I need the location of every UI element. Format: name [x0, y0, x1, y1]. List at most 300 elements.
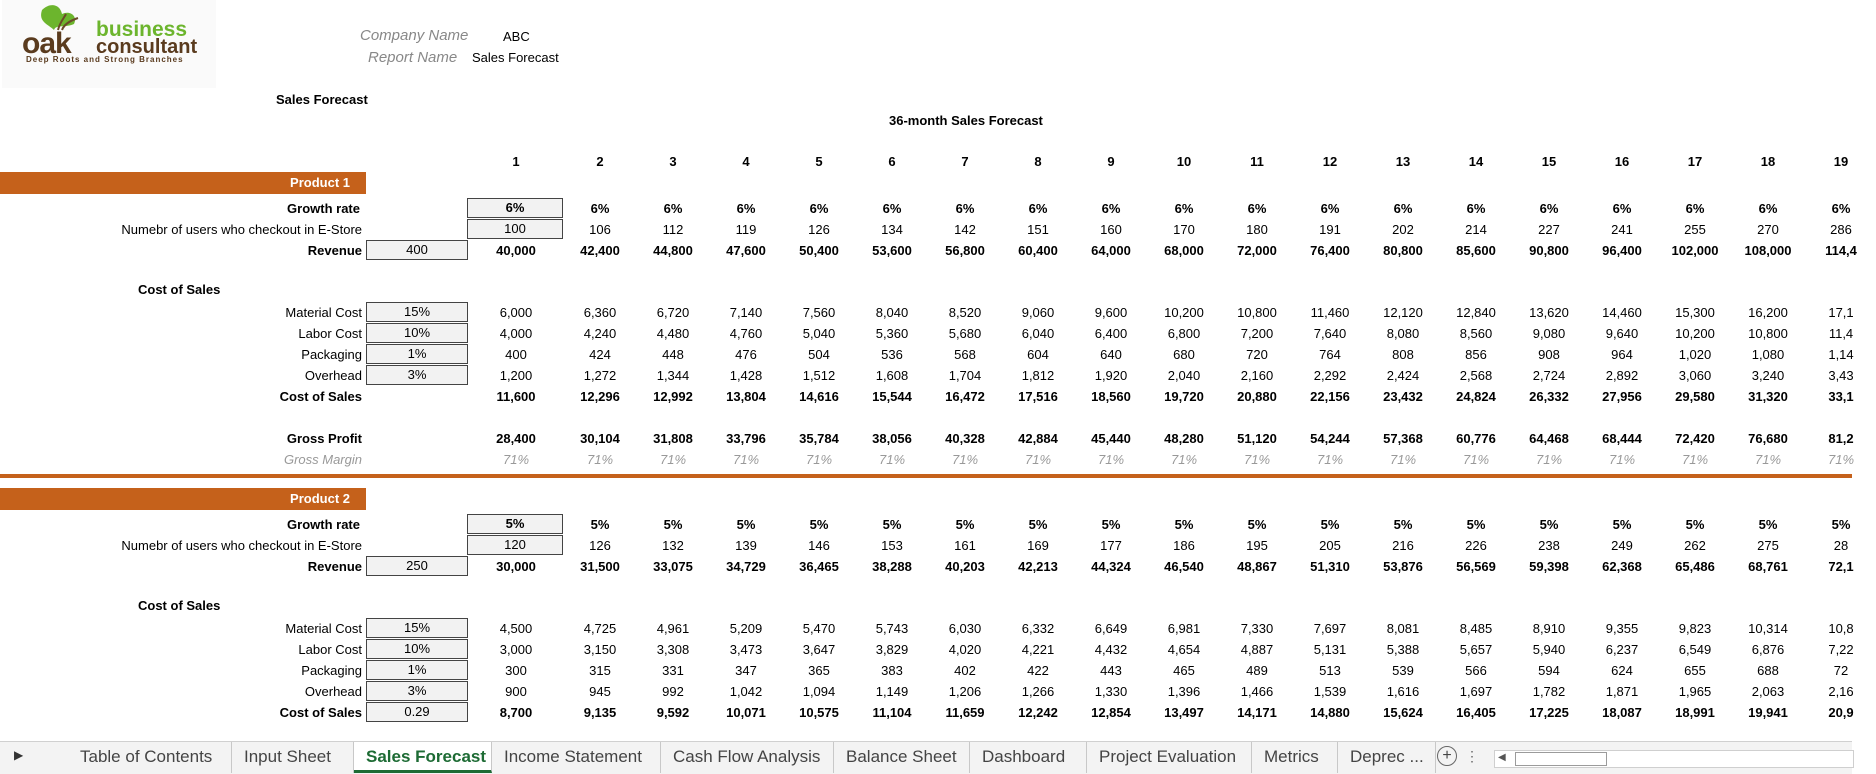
gross-margin-cell[interactable]: 71% [1097, 452, 1125, 467]
growth-rate-cell[interactable]: 5% [1393, 517, 1413, 532]
labor-cost-cell[interactable]: 7,200 [1240, 326, 1274, 341]
overhead-cell[interactable]: 2,16 [1828, 684, 1854, 699]
packaging-cell[interactable]: 402 [954, 663, 976, 678]
gross-margin-cell[interactable]: 71% [1316, 452, 1344, 467]
report-name-value[interactable]: Sales Forecast [472, 50, 559, 65]
overhead-cell[interactable]: 945 [589, 684, 611, 699]
gross-profit-cell[interactable]: 48,280 [1164, 431, 1204, 446]
overhead-cell[interactable]: 2,568 [1459, 368, 1493, 383]
packaging-cell[interactable]: 72 [1833, 663, 1849, 678]
users-cell[interactable]: 205 [1319, 538, 1341, 553]
labor-cost-cell[interactable]: 3,829 [875, 642, 909, 657]
revenue-cell[interactable]: 36,465 [799, 559, 839, 574]
gross-profit-cell[interactable]: 76,680 [1748, 431, 1788, 446]
material-cost-cell[interactable]: 16,200 [1748, 305, 1788, 320]
users-cell[interactable]: 286 [1830, 222, 1852, 237]
material-cost-cell[interactable]: 7,330 [1240, 621, 1274, 636]
users-cell[interactable]: 241 [1611, 222, 1633, 237]
growth-rate-cell[interactable]: 6% [1247, 201, 1267, 216]
cost-of-sales-total-cell[interactable]: 29,580 [1675, 389, 1715, 404]
growth-rate-cell[interactable]: 5% [955, 517, 975, 532]
users-cell[interactable]: 112 [662, 222, 684, 237]
users-cell[interactable]: 227 [1538, 222, 1560, 237]
cost-of-sales-total-cell[interactable]: 12,854 [1091, 705, 1131, 720]
material-cost-cell[interactable]: 10,200 [1164, 305, 1204, 320]
packaging-cell[interactable]: 300 [505, 663, 527, 678]
overhead-input[interactable]: 3% [366, 681, 468, 701]
growth-rate-cell[interactable]: 5% [809, 517, 829, 532]
overhead-cell[interactable]: 1,697 [1459, 684, 1493, 699]
growth-rate-cell[interactable]: 5% [1028, 517, 1048, 532]
cost-of-sales-total-cell[interactable]: 15,544 [872, 389, 912, 404]
growth-rate-cell[interactable]: 5% [663, 517, 683, 532]
gross-margin-cell[interactable]: 71% [1535, 452, 1563, 467]
revenue-cell[interactable]: 53,876 [1383, 559, 1423, 574]
revenue-cell[interactable]: 65,486 [1675, 559, 1715, 574]
labor-cost-cell[interactable]: 5,360 [875, 326, 909, 341]
packaging-cell[interactable]: 568 [954, 347, 976, 362]
gross-profit-cell[interactable]: 81,2 [1828, 431, 1854, 446]
labor-cost-cell[interactable]: 3,473 [729, 642, 763, 657]
revenue-input[interactable]: 250 [366, 556, 468, 576]
gross-margin-cell[interactable]: 71% [1681, 452, 1709, 467]
cost-of-sales-total-cell[interactable]: 18,560 [1091, 389, 1131, 404]
gross-margin-cell[interactable]: 71% [1754, 452, 1782, 467]
packaging-cell[interactable]: 1,020 [1678, 347, 1712, 362]
material-cost-cell[interactable]: 10,314 [1748, 621, 1788, 636]
revenue-cell[interactable]: 40,000 [496, 243, 536, 258]
cost-of-sales-total-cell[interactable]: 15,624 [1383, 705, 1423, 720]
cost-of-sales-total-cell[interactable]: 9,135 [583, 705, 617, 720]
labor-cost-cell[interactable]: 4,887 [1240, 642, 1274, 657]
revenue-cell[interactable]: 72,000 [1237, 243, 1277, 258]
material-cost-cell[interactable]: 6,360 [583, 305, 617, 320]
cost-of-sales-total-cell[interactable]: 17,225 [1529, 705, 1569, 720]
overhead-cell[interactable]: 1,042 [729, 684, 763, 699]
material-cost-cell[interactable]: 14,460 [1602, 305, 1642, 320]
growth-rate-cell[interactable]: 6% [1320, 201, 1340, 216]
labor-cost-cell[interactable]: 6,400 [1094, 326, 1128, 341]
overhead-cell[interactable]: 1,344 [656, 368, 690, 383]
growth-rate-cell[interactable]: 6% [809, 201, 829, 216]
packaging-cell[interactable]: 624 [1611, 663, 1633, 678]
gross-profit-cell[interactable]: 54,244 [1310, 431, 1350, 446]
gross-margin-cell[interactable]: 71% [1827, 452, 1855, 467]
gross-margin-cell[interactable]: 71% [502, 452, 530, 467]
revenue-cell[interactable]: 34,729 [726, 559, 766, 574]
revenue-cell[interactable]: 80,800 [1383, 243, 1423, 258]
cost-of-sales-total-cell[interactable]: 11,104 [872, 705, 912, 720]
gross-margin-cell[interactable]: 71% [659, 452, 687, 467]
gross-profit-cell[interactable]: 57,368 [1383, 431, 1423, 446]
overhead-cell[interactable]: 1,608 [875, 368, 909, 383]
labor-cost-cell[interactable]: 4,221 [1021, 642, 1055, 657]
users-cell[interactable]: 226 [1465, 538, 1487, 553]
users-cell[interactable]: 132 [662, 538, 684, 553]
packaging-cell[interactable]: 476 [735, 347, 757, 362]
cost-of-sales-total-cell[interactable]: 31,320 [1748, 389, 1788, 404]
packaging-cell[interactable]: 908 [1538, 347, 1560, 362]
gross-margin-cell[interactable]: 71% [1170, 452, 1198, 467]
cost-of-sales-total-cell[interactable]: 12,992 [653, 389, 693, 404]
sheet-tab[interactable]: Table of Contents [68, 742, 232, 773]
cost-of-sales-total-cell[interactable]: 12,242 [1018, 705, 1058, 720]
users-cell[interactable]: 270 [1757, 222, 1779, 237]
labor-cost-cell[interactable]: 3,000 [499, 642, 533, 657]
users-cell[interactable]: 106 [589, 222, 611, 237]
labor-cost-cell[interactable]: 4,432 [1094, 642, 1128, 657]
overhead-input[interactable]: 3% [366, 365, 468, 385]
users-cell[interactable]: 275 [1757, 538, 1779, 553]
material-cost-cell[interactable]: 7,697 [1313, 621, 1347, 636]
users-cell[interactable]: 126 [589, 538, 611, 553]
labor-cost-cell[interactable]: 9,080 [1532, 326, 1566, 341]
packaging-cell[interactable]: 1,080 [1751, 347, 1785, 362]
users-cell[interactable]: 134 [881, 222, 903, 237]
overhead-cell[interactable]: 1,466 [1240, 684, 1274, 699]
gross-margin-cell[interactable]: 71% [586, 452, 614, 467]
material-cost-cell[interactable]: 8,040 [875, 305, 909, 320]
growth-rate-cell[interactable]: 6% [1612, 201, 1632, 216]
users-cell[interactable]: 202 [1392, 222, 1414, 237]
gross-profit-cell[interactable]: 33,796 [726, 431, 766, 446]
gross-profit-cell[interactable]: 72,420 [1675, 431, 1715, 446]
gross-profit-cell[interactable]: 45,440 [1091, 431, 1131, 446]
overhead-cell[interactable]: 1,149 [875, 684, 909, 699]
scroll-left-icon[interactable]: ◀ [1498, 752, 1506, 763]
labor-cost-input[interactable]: 10% [366, 323, 468, 343]
labor-cost-cell[interactable]: 4,000 [499, 326, 533, 341]
revenue-cell[interactable]: 30,000 [496, 559, 536, 574]
cost-of-sales-total-cell[interactable]: 14,880 [1310, 705, 1350, 720]
revenue-cell[interactable]: 53,600 [872, 243, 912, 258]
packaging-cell[interactable]: 536 [881, 347, 903, 362]
overhead-cell[interactable]: 992 [662, 684, 684, 699]
revenue-cell[interactable]: 46,540 [1164, 559, 1204, 574]
material-cost-cell[interactable]: 9,600 [1094, 305, 1128, 320]
growth-rate-cell[interactable]: 6% [1539, 201, 1559, 216]
users-cell[interactable]: 238 [1538, 538, 1560, 553]
material-cost-cell[interactable]: 15,300 [1675, 305, 1715, 320]
users-cell[interactable]: 249 [1611, 538, 1633, 553]
packaging-cell[interactable]: 856 [1465, 347, 1487, 362]
gross-margin-cell[interactable]: 71% [1389, 452, 1417, 467]
sheet-tab[interactable]: Income Statement [492, 742, 661, 773]
overhead-cell[interactable]: 2,724 [1532, 368, 1566, 383]
overhead-cell[interactable]: 900 [505, 684, 527, 699]
horizontal-scrollbar[interactable] [1494, 750, 1854, 768]
revenue-cell[interactable]: 96,400 [1602, 243, 1642, 258]
overhead-cell[interactable]: 3,43 [1828, 368, 1854, 383]
material-cost-cell[interactable]: 5,470 [802, 621, 836, 636]
cost-of-sales-total-cell[interactable]: 18,991 [1675, 705, 1715, 720]
packaging-cell[interactable]: 448 [662, 347, 684, 362]
packaging-cell[interactable]: 655 [1684, 663, 1706, 678]
growth-rate-cell[interactable]: 5% [467, 514, 563, 534]
cost-of-sales-total-cell[interactable]: 20,9 [1828, 705, 1854, 720]
packaging-cell[interactable]: 489 [1246, 663, 1268, 678]
overhead-cell[interactable]: 2,424 [1386, 368, 1420, 383]
users-cell[interactable]: 120 [467, 535, 563, 555]
overhead-cell[interactable]: 2,892 [1605, 368, 1639, 383]
revenue-cell[interactable]: 51,310 [1310, 559, 1350, 574]
cost-of-sales-total-cell[interactable]: 16,405 [1456, 705, 1496, 720]
cost-of-sales-total-cell[interactable]: 13,804 [726, 389, 766, 404]
revenue-cell[interactable]: 44,800 [653, 243, 693, 258]
sheet-tab[interactable]: Deprec ... [1338, 742, 1436, 773]
packaging-cell[interactable]: 1,14 [1828, 347, 1854, 362]
packaging-cell[interactable]: 688 [1757, 663, 1779, 678]
revenue-cell[interactable]: 59,398 [1529, 559, 1569, 574]
overhead-cell[interactable]: 1,965 [1678, 684, 1712, 699]
users-cell[interactable]: 119 [735, 222, 757, 237]
cost-of-sales-total-cell[interactable]: 26,332 [1529, 389, 1569, 404]
revenue-cell[interactable]: 56,800 [945, 243, 985, 258]
gross-margin-cell[interactable]: 71% [1243, 452, 1271, 467]
gross-profit-cell[interactable]: 51,120 [1237, 431, 1277, 446]
gross-profit-cell[interactable]: 64,468 [1529, 431, 1569, 446]
growth-rate-cell[interactable]: 6% [1831, 201, 1851, 216]
material-cost-cell[interactable]: 4,725 [583, 621, 617, 636]
material-cost-cell[interactable]: 6,000 [499, 305, 533, 320]
growth-rate-cell[interactable]: 6% [467, 198, 563, 218]
labor-cost-cell[interactable]: 11,4 [1828, 326, 1854, 341]
revenue-cell[interactable]: 42,213 [1018, 559, 1058, 574]
labor-cost-cell[interactable]: 6,549 [1678, 642, 1712, 657]
revenue-cell[interactable]: 68,000 [1164, 243, 1204, 258]
revenue-cell[interactable]: 50,400 [799, 243, 839, 258]
labor-cost-cell[interactable]: 4,020 [948, 642, 982, 657]
packaging-cell[interactable]: 764 [1319, 347, 1341, 362]
labor-cost-cell[interactable]: 5,040 [802, 326, 836, 341]
packaging-cell[interactable]: 315 [589, 663, 611, 678]
revenue-cell[interactable]: 48,867 [1237, 559, 1277, 574]
packaging-cell[interactable]: 566 [1465, 663, 1487, 678]
gross-margin-cell[interactable]: 71% [732, 452, 760, 467]
revenue-cell[interactable]: 31,500 [580, 559, 620, 574]
growth-rate-cell[interactable]: 6% [590, 201, 610, 216]
gross-profit-cell[interactable]: 68,444 [1602, 431, 1642, 446]
material-cost-cell[interactable]: 7,560 [802, 305, 836, 320]
growth-rate-cell[interactable]: 5% [736, 517, 756, 532]
gross-margin-cell[interactable]: 71% [805, 452, 833, 467]
labor-cost-input[interactable]: 10% [366, 639, 468, 659]
material-cost-cell[interactable]: 8,485 [1459, 621, 1493, 636]
material-cost-cell[interactable]: 4,961 [656, 621, 690, 636]
cost-of-sales-total-cell[interactable]: 10,575 [799, 705, 839, 720]
packaging-cell[interactable]: 465 [1173, 663, 1195, 678]
cost-of-sales-total-cell[interactable]: 20,880 [1237, 389, 1277, 404]
overhead-cell[interactable]: 1,812 [1021, 368, 1055, 383]
packaging-cell[interactable]: 504 [808, 347, 830, 362]
growth-rate-cell[interactable]: 5% [1247, 517, 1267, 532]
growth-rate-cell[interactable]: 5% [1320, 517, 1340, 532]
cost-of-sales-total-cell[interactable]: 19,941 [1748, 705, 1788, 720]
growth-rate-cell[interactable]: 6% [1174, 201, 1194, 216]
growth-rate-cell[interactable]: 5% [1685, 517, 1705, 532]
material-cost-cell[interactable]: 5,743 [875, 621, 909, 636]
users-cell[interactable]: 186 [1173, 538, 1195, 553]
tab-options-icon[interactable]: ⋮ [1465, 748, 1479, 764]
revenue-cell[interactable]: 114,4 [1825, 243, 1857, 258]
growth-rate-cell[interactable]: 6% [1028, 201, 1048, 216]
revenue-cell[interactable]: 42,400 [580, 243, 620, 258]
labor-cost-cell[interactable]: 5,388 [1386, 642, 1420, 657]
users-cell[interactable]: 214 [1465, 222, 1487, 237]
material-cost-cell[interactable]: 17,1 [1828, 305, 1854, 320]
users-cell[interactable]: 142 [954, 222, 976, 237]
gross-profit-cell[interactable]: 28,400 [496, 431, 536, 446]
sheet-tab[interactable]: Input Sheet [232, 742, 354, 773]
material-cost-cell[interactable]: 12,120 [1383, 305, 1423, 320]
overhead-cell[interactable]: 1,512 [802, 368, 836, 383]
users-cell[interactable]: 180 [1246, 222, 1268, 237]
users-cell[interactable]: 255 [1684, 222, 1706, 237]
growth-rate-cell[interactable]: 6% [736, 201, 756, 216]
revenue-cell[interactable]: 47,600 [726, 243, 766, 258]
gross-margin-cell[interactable]: 71% [1608, 452, 1636, 467]
labor-cost-cell[interactable]: 6,876 [1751, 642, 1785, 657]
labor-cost-cell[interactable]: 8,560 [1459, 326, 1493, 341]
material-cost-cell[interactable]: 8,520 [948, 305, 982, 320]
material-cost-input[interactable]: 15% [366, 302, 468, 322]
labor-cost-cell[interactable]: 3,150 [583, 642, 617, 657]
users-cell[interactable]: 160 [1100, 222, 1122, 237]
overhead-cell[interactable]: 2,292 [1313, 368, 1347, 383]
material-cost-input[interactable]: 15% [366, 618, 468, 638]
revenue-cell[interactable]: 44,324 [1091, 559, 1131, 574]
growth-rate-cell[interactable]: 6% [882, 201, 902, 216]
growth-rate-cell[interactable]: 5% [882, 517, 902, 532]
overhead-cell[interactable]: 1,616 [1386, 684, 1420, 699]
labor-cost-cell[interactable]: 9,640 [1605, 326, 1639, 341]
material-cost-cell[interactable]: 6,030 [948, 621, 982, 636]
revenue-cell[interactable]: 85,600 [1456, 243, 1496, 258]
packaging-cell[interactable]: 594 [1538, 663, 1560, 678]
material-cost-cell[interactable]: 6,649 [1094, 621, 1128, 636]
cost-of-sales-total-cell[interactable]: 24,824 [1456, 389, 1496, 404]
gross-margin-cell[interactable]: 71% [1462, 452, 1490, 467]
cost-of-sales-total-cell[interactable]: 14,171 [1237, 705, 1277, 720]
packaging-cell[interactable]: 680 [1173, 347, 1195, 362]
cost-of-sales-total-cell[interactable]: 14,616 [799, 389, 839, 404]
sheet-tab[interactable]: Project Evaluation [1087, 742, 1252, 773]
packaging-cell[interactable]: 400 [505, 347, 527, 362]
material-cost-cell[interactable]: 6,332 [1021, 621, 1055, 636]
gross-profit-cell[interactable]: 42,884 [1018, 431, 1058, 446]
overhead-cell[interactable]: 1,200 [499, 368, 533, 383]
cost-of-sales-total-cell[interactable]: 13,497 [1164, 705, 1204, 720]
cost-of-sales-total-cell[interactable]: 9,592 [656, 705, 690, 720]
material-cost-cell[interactable]: 6,720 [656, 305, 690, 320]
packaging-cell[interactable]: 720 [1246, 347, 1268, 362]
material-cost-cell[interactable]: 6,981 [1167, 621, 1201, 636]
growth-rate-cell[interactable]: 5% [1612, 517, 1632, 532]
labor-cost-cell[interactable]: 6,237 [1605, 642, 1639, 657]
packaging-cell[interactable]: 539 [1392, 663, 1414, 678]
cost-of-sales-total-cell[interactable]: 33,1 [1828, 389, 1854, 404]
labor-cost-cell[interactable]: 4,240 [583, 326, 617, 341]
growth-rate-cell[interactable]: 6% [663, 201, 683, 216]
labor-cost-cell[interactable]: 10,200 [1675, 326, 1715, 341]
users-cell[interactable]: 177 [1100, 538, 1122, 553]
sheet-tab[interactable]: Dashboard [970, 742, 1087, 773]
material-cost-cell[interactable]: 5,209 [729, 621, 763, 636]
company-name-value[interactable]: ABC [503, 29, 530, 44]
overhead-cell[interactable]: 1,782 [1532, 684, 1566, 699]
labor-cost-cell[interactable]: 6,040 [1021, 326, 1055, 341]
users-cell[interactable]: 139 [735, 538, 757, 553]
labor-cost-cell[interactable]: 3,308 [656, 642, 690, 657]
revenue-cell[interactable]: 62,368 [1602, 559, 1642, 574]
packaging-cell[interactable]: 513 [1319, 663, 1341, 678]
revenue-cell[interactable]: 68,761 [1748, 559, 1788, 574]
labor-cost-cell[interactable]: 5,680 [948, 326, 982, 341]
overhead-cell[interactable]: 1,428 [729, 368, 763, 383]
cost-of-sales-total-input[interactable]: 0.29 [366, 702, 468, 722]
gross-margin-cell[interactable]: 71% [951, 452, 979, 467]
revenue-cell[interactable]: 72,1 [1828, 559, 1854, 574]
growth-rate-cell[interactable]: 5% [1539, 517, 1559, 532]
overhead-cell[interactable]: 1,266 [1021, 684, 1055, 699]
labor-cost-cell[interactable]: 4,760 [729, 326, 763, 341]
material-cost-cell[interactable]: 7,140 [729, 305, 763, 320]
revenue-cell[interactable]: 60,400 [1018, 243, 1058, 258]
revenue-cell[interactable]: 90,800 [1529, 243, 1569, 258]
labor-cost-cell[interactable]: 3,647 [802, 642, 836, 657]
packaging-input[interactable]: 1% [366, 344, 468, 364]
revenue-cell[interactable]: 64,000 [1091, 243, 1131, 258]
packaging-cell[interactable]: 331 [662, 663, 684, 678]
growth-rate-cell[interactable]: 5% [590, 517, 610, 532]
overhead-cell[interactable]: 2,063 [1751, 684, 1785, 699]
users-cell[interactable]: 169 [1027, 538, 1049, 553]
scroll-tabs-right-icon[interactable]: ▶ [14, 748, 24, 762]
overhead-cell[interactable]: 1,272 [583, 368, 617, 383]
material-cost-cell[interactable]: 9,823 [1678, 621, 1712, 636]
overhead-cell[interactable]: 2,040 [1167, 368, 1201, 383]
material-cost-cell[interactable]: 9,060 [1021, 305, 1055, 320]
users-cell[interactable]: 126 [808, 222, 830, 237]
gross-profit-cell[interactable]: 40,328 [945, 431, 985, 446]
overhead-cell[interactable]: 1,704 [948, 368, 982, 383]
sheet-tab[interactable]: Sales Forecast [354, 742, 492, 773]
revenue-cell[interactable]: 40,203 [945, 559, 985, 574]
cost-of-sales-total-cell[interactable]: 23,432 [1383, 389, 1423, 404]
users-cell[interactable]: 100 [467, 219, 563, 239]
packaging-input[interactable]: 1% [366, 660, 468, 680]
growth-rate-cell[interactable]: 5% [1101, 517, 1121, 532]
material-cost-cell[interactable]: 11,460 [1310, 305, 1350, 320]
users-cell[interactable]: 146 [808, 538, 830, 553]
cost-of-sales-total-cell[interactable]: 17,516 [1018, 389, 1058, 404]
labor-cost-cell[interactable]: 5,131 [1313, 642, 1347, 657]
cost-of-sales-total-cell[interactable]: 27,956 [1602, 389, 1642, 404]
revenue-cell[interactable]: 108,000 [1744, 243, 1792, 258]
labor-cost-cell[interactable]: 6,800 [1167, 326, 1201, 341]
cost-of-sales-total-cell[interactable]: 16,472 [945, 389, 985, 404]
revenue-cell[interactable]: 33,075 [653, 559, 693, 574]
cost-of-sales-total-cell[interactable]: 10,071 [726, 705, 766, 720]
growth-rate-cell[interactable]: 6% [1393, 201, 1413, 216]
users-cell[interactable]: 195 [1246, 538, 1268, 553]
overhead-cell[interactable]: 1,539 [1313, 684, 1347, 699]
packaging-cell[interactable]: 640 [1100, 347, 1122, 362]
overhead-cell[interactable]: 3,240 [1751, 368, 1785, 383]
overhead-cell[interactable]: 2,160 [1240, 368, 1274, 383]
users-cell[interactable]: 262 [1684, 538, 1706, 553]
packaging-cell[interactable]: 808 [1392, 347, 1414, 362]
